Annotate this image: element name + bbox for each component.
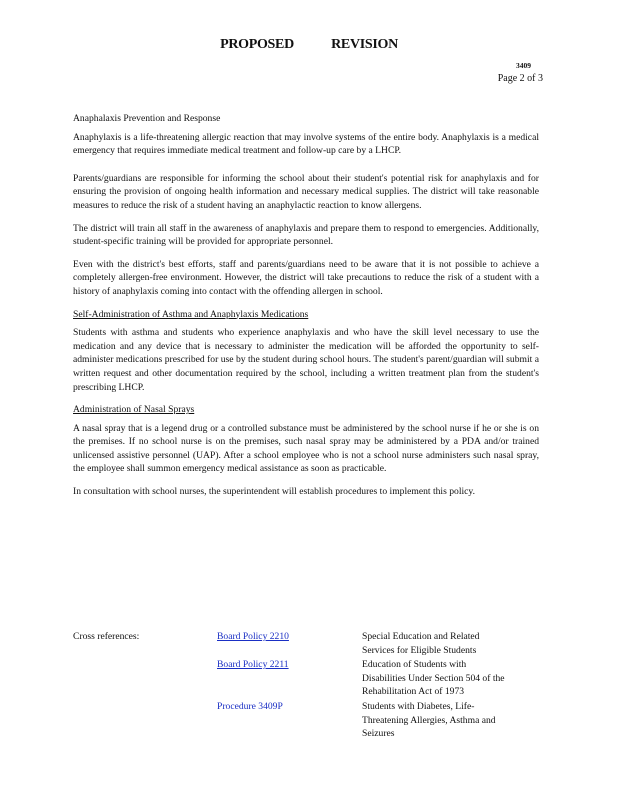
page-title: PROPOSED REVISION bbox=[220, 37, 398, 52]
cross-reference-description: Students with Diabetes, Life-Threatening Allergies, Asthma and Seizures bbox=[362, 700, 496, 740]
paragraph-nasal-sprays: A nasal spray that is a legend drug or a controlled substance must be administered by the school nurse if he or she is on the premises. If no school nurse is on the premises, such nasal spray may be administered by a PDA and/or trained unlicensed assistive personnel (UAP). After a school employee who is not a school nurse administers such nasal spray, the employee shall summon emergency medical assistance as soon as practicable. bbox=[73, 422, 539, 475]
policy-code: 3409 bbox=[516, 61, 531, 70]
cross-references-label: Cross references: bbox=[73, 631, 140, 642]
link-board-policy-2210[interactable]: Board Policy 2210 bbox=[217, 631, 289, 642]
policy-body bbox=[73, 112, 539, 508]
cross-reference-row bbox=[73, 700, 543, 741]
cross-references bbox=[73, 630, 543, 741]
paragraph-staff-training: The district will train all staff in the awareness of anaphylaxis and prepare them to respond to emergencies. Additionally, student-specific training will be provided for appropriate personnel. bbox=[73, 222, 539, 248]
link-board-policy-2211[interactable]: Board Policy 2211 bbox=[217, 659, 289, 671]
paragraph-parent-responsibility: Parents/guardians are responsible for informing the school about their student's potential risk for anaphylaxis and for ensuring the provision of ongoing health information and necessary medical supplies. The district will take reasonable measures to reduce the risk of a student having an anaphylactic reaction to know allergens. bbox=[73, 172, 539, 211]
cross-reference-row bbox=[73, 630, 543, 657]
cross-reference-description: Education of Students with Disabilities Under Section 504 of the Rehabilitation Act of 1973 bbox=[362, 659, 505, 698]
cross-reference-row bbox=[73, 658, 543, 699]
section-heading-self-administration: Self-Administration of Asthma and Anaphylaxis Medications bbox=[73, 308, 309, 320]
page-number: Page 2 of 3 bbox=[497, 73, 543, 84]
paragraph-self-administration: Students with asthma and students who experience anaphylaxis and who have the skill level necessary to use the medication and any device that is necessary to administer the medication will be afforded the opportunity to self-administer medications prescribed for use by the student during school hours. The student's parent/guardian will submit a written request and other documentation required by the school, including a written treatment plan from the student's prescribing LHCP. bbox=[73, 327, 539, 393]
paragraph-precautions: Even with the district's best efforts, staff and parents/guardians need to be aware that it is not possible to achieve a completely allergen-free environment. However, the district will take precautions to reduce the risk of a student with a history of anaphylaxis coming into contact with the offending allergen in school. bbox=[73, 258, 539, 297]
section-heading-nasal-sprays: Administration of Nasal Sprays bbox=[73, 404, 195, 416]
section-heading-anaphylaxis: Anaphalaxis Prevention and Response bbox=[73, 113, 221, 124]
cross-reference-description: Special Education and Related Services for Eligible Students bbox=[362, 631, 480, 656]
paragraph-consultation: In consultation with school nurses, the superintendent will establish procedures to implement this policy. bbox=[73, 486, 475, 498]
paragraph-definition: Anaphylaxis is a life-threatening allergic reaction that may involve systems of the entire body. Anaphylaxis is a medical emergency that requires immediate medical treatment and follow-up care by a LHCP. bbox=[73, 131, 539, 157]
link-procedure-3409p[interactable]: Procedure 3409P bbox=[217, 700, 283, 712]
